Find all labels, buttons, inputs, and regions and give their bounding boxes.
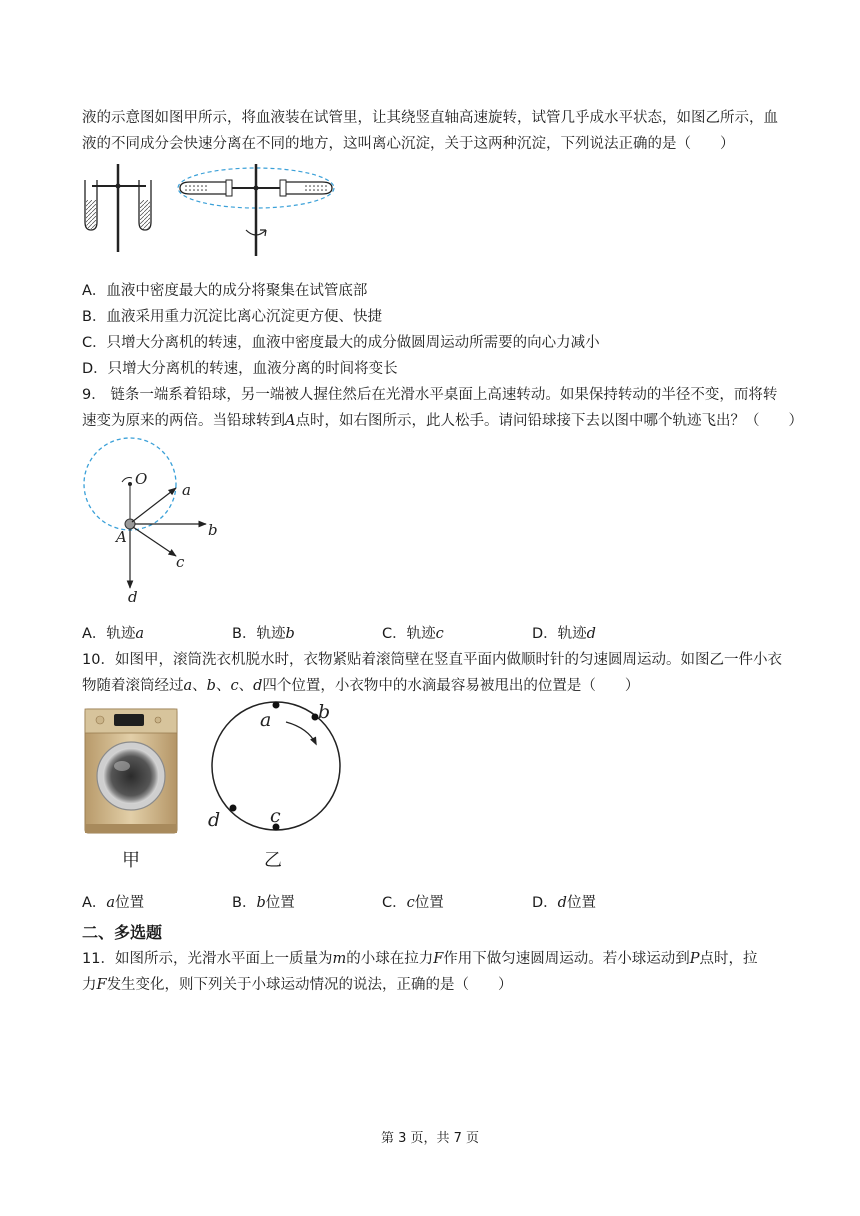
q8-stem-line1: 液的示意图如图甲所示，将血液装在试管里，让其绕竖直轴高速旋转，试管几乎成水平状态，如图乙所示，血	[82, 110, 778, 126]
caption-right: 乙	[264, 850, 282, 871]
drum-label-c: c	[270, 805, 281, 827]
q10-option-c: C．c位置	[382, 895, 444, 911]
label-d: d	[128, 588, 138, 606]
page-footer: 第 3 页，共 7 页	[380, 1131, 480, 1146]
spinning-tubes-figure	[178, 164, 334, 256]
q8-option-b: B．血液采用重力沉淀比离心沉淀更方便、快捷	[82, 309, 382, 325]
label-O: O	[135, 470, 148, 488]
drum-circle-figure	[204, 700, 350, 836]
q9-option-a: A．轨迹a	[82, 626, 145, 642]
q8-option-d: D．只增大分离机的转速，血液分离的时间将变长	[82, 361, 398, 377]
q11-stem-line2: 力F发生变化，则下列关于小球运动情况的说法，正确的是（ ）	[82, 977, 513, 993]
q8-option-a: A．血液中密度最大的成分将聚集在试管底部	[82, 283, 368, 299]
q10-stem-line1: 10．如图甲，滚筒洗衣机脱水时，衣物紧贴着滚筒壁在竖直平面内做顺时针的匀速圆周运动。如图乙一件小衣	[82, 652, 782, 668]
label-c: c	[176, 553, 185, 571]
q10-option-a: A．a位置	[82, 895, 145, 911]
q9-option-b: B．轨迹b	[232, 626, 295, 642]
label-A: A	[116, 528, 127, 546]
q9-stem-line2: 速变为原来的两倍。当铅球转到A点时，如右图所示，此人松手。请问铅球接下去以图中哪个轨迹飞出？（ ）	[82, 413, 803, 429]
label-a: a	[182, 481, 191, 499]
label-b: b	[208, 521, 218, 539]
drum-label-b: b	[318, 701, 331, 723]
washing-machine-image	[84, 708, 178, 834]
drum-label-d: d	[208, 809, 221, 831]
static-tubes-figure	[85, 164, 151, 252]
q8-option-c: C．只增大分离机的转速，血液中密度最大的成分做圆周运动所需要的向心力减小	[82, 335, 600, 351]
q10-option-b: B．b位置	[232, 895, 295, 911]
centrifuge-figure	[80, 160, 340, 260]
q9-stem-line1: 9． 链条一端系着铅球，另一端被人握住然后在光滑水平桌面上高速转动。如果保持转动的半径不变，而将转	[82, 387, 778, 403]
q8-stem-line2: 液的不同成分会快速分离在不同的地方，这叫离心沉淀，关于这两种沉淀，下列说法正确的是（ ）	[82, 136, 735, 152]
q10-option-d: D．d位置	[532, 895, 596, 911]
q9-option-d: D．轨迹d	[532, 626, 596, 642]
caption-left: 甲	[122, 850, 140, 871]
drum-label-a: a	[260, 709, 272, 731]
chain-ball-figure	[80, 440, 240, 610]
q11-stem-line1: 11．如图所示，光滑水平面上一质量为m的小球在拉力F作用下做匀速圆周运动。若小球运动到P点时，拉	[82, 951, 758, 967]
q9-option-c: C．轨迹c	[382, 626, 444, 642]
q10-stem-line2: 物随着滚筒经过a、b、c、d四个位置，小衣物中的水滴最容易被甩出的位置是（ ）	[82, 678, 640, 694]
section-heading: 二、多选题	[82, 923, 163, 942]
